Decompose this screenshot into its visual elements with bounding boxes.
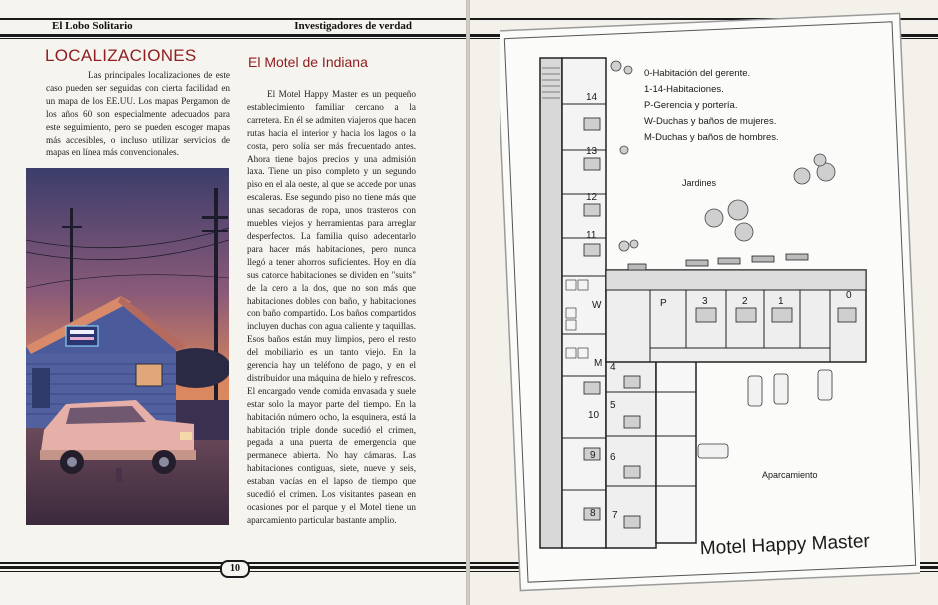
- room-p-label: P: [660, 298, 667, 309]
- room-14-label: 14: [586, 92, 598, 103]
- body-paragraph: El Motel Happy Master es un pequeño establecimiento familiar cercano a la carretera. En él se admiten viajeros que hacen rutas hacia el interior y hacia los lagos o la costa, pero solía ser más frecuentado antes. Ahora tiene bajos precios y una admisión laxa. Tiene un piso completo y un segundo piso en el ala oeste, al que se accede por unas escaleras. Ese segundo piso no tiene más que unas secadoras de ropa, unos trasteros con muebles viejos y herramientas para arreglar desperfectos. La familia quiso adecentarlo para hacer más habitaciones, pero nunca llegó a tener ahorros suficientes. Hoy en día sus catorce habitaciones se dividen en "suits" de la cero a la dos, que no son más que habitaciones dobles con baño, y habitaciones con baño compartido. Los baños compartidos incluyen duchas con agua caliente y taquillas. Esos baños están muy limpios, pero el resto del mobiliario es un tanto viejo. En la gerencia hay un teléfono de pago, y en el distribuidor una máquina de hielo y refrescos. El encargado vende comida envasada y suele estar solo la mayor parte del tiempo. En la habitación número ocho, la esquinera, está la habitación triple donde sucedió el crimen, pegada a una puerta de emergencia que permanece abierta. No hay cámaras. Las habitaciones contiguas, siete, nueve y seis, estaban vacías en el lapso de tiempo que sucedió el crimen. Los visitantes pasean en ocasiones por el parque y el Motel tiene un aparcamiento particular bastante amplio.: [247, 89, 416, 525]
- room-3-label: 3: [702, 296, 708, 307]
- map-title: Motel Happy Master: [699, 530, 871, 560]
- left-page: [0, 0, 466, 605]
- south-wing: [606, 358, 696, 548]
- room-9-label: 9: [590, 450, 596, 461]
- legend-line: P-Gerencia y portería.: [644, 100, 738, 111]
- section-title: LOCALIZACIONES: [45, 46, 197, 65]
- room-1-label: 1: [778, 296, 784, 307]
- room-11-label: 11: [586, 230, 597, 241]
- header-rule-thin: [0, 38, 466, 39]
- legend-line: W-Duchas y baños de mujeres.: [644, 116, 777, 127]
- motel-illustration: [26, 168, 229, 525]
- north-wing: [606, 254, 866, 362]
- parking-label: Aparcamiento: [762, 470, 818, 480]
- room-6-label: 6: [610, 452, 616, 463]
- room-4-label: 4: [610, 362, 616, 373]
- room-2-label: 2: [742, 296, 748, 307]
- west-wing: [540, 58, 606, 548]
- garden-label: Jardines: [682, 178, 717, 188]
- room-0-label: 0: [846, 290, 852, 301]
- room-10-label: 10: [588, 410, 600, 421]
- footer-bar-left: [0, 562, 466, 578]
- header-bar-left: [0, 18, 466, 38]
- subsection-title: El Motel de Indiana: [248, 54, 368, 70]
- room-8-label: 8: [590, 508, 596, 519]
- right-page: [470, 0, 938, 605]
- legend-line: 0-Habitación del gerente.: [644, 68, 751, 79]
- legend-line: 1-14-Habitaciones.: [644, 84, 724, 95]
- room-7-label: 7: [612, 510, 618, 521]
- room-w-label: W: [592, 300, 602, 311]
- page-number: 10: [220, 560, 250, 578]
- room-5-label: 5: [610, 400, 616, 411]
- legend-line: M-Duchas y baños de hombres.: [644, 132, 779, 143]
- room-m-label: M: [594, 358, 603, 369]
- motel-floor-plan: [500, 8, 920, 596]
- room-12-label: 12: [586, 192, 598, 203]
- header-rule-thick: [0, 34, 466, 37]
- intro-paragraph: Las principales localizaciones de este caso pueden ser seguidas con cierta facilidad en un mapa de los EE.UU. Los mapas Pergamon de los años 60 son especialmente adecuados para este seguimiento, pero se pueden escoger mapas más accesibles, o incluso utilizar servicios de mapas en línea más convencionales.: [46, 70, 230, 158]
- running-header-right: Investigadores de verdad: [294, 20, 412, 32]
- running-header-left: El Lobo Solitario: [52, 20, 133, 32]
- room-13-label: 13: [586, 146, 598, 157]
